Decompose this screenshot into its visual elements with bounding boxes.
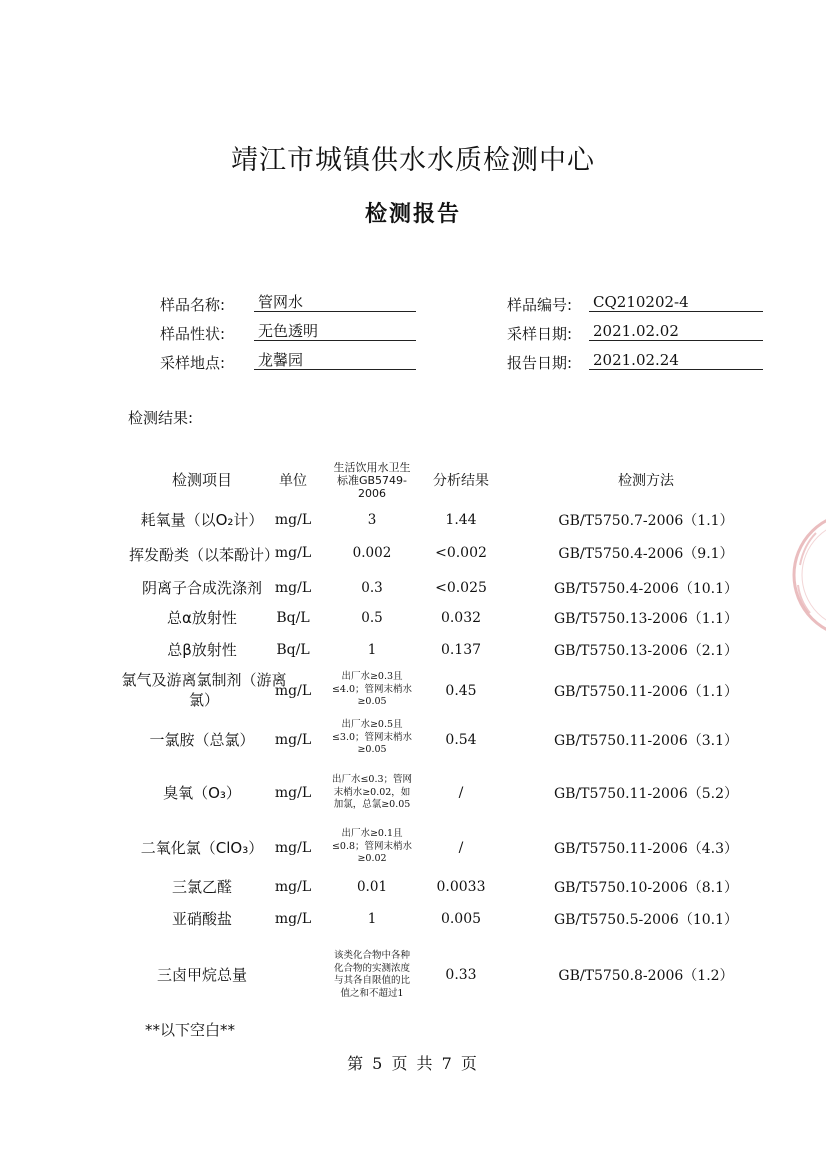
row-standard: 0.002 <box>352 545 392 561</box>
row-item: 一氯胺（总氯） <box>149 731 255 749</box>
row-item: 三卤甲烷总量 <box>156 966 247 984</box>
row-method: GB/T5750.13-2006（1.1） <box>553 611 739 627</box>
results-section-label: 检测结果: <box>128 409 194 427</box>
row-result: 0.0033 <box>436 879 486 895</box>
sampling-location-value: 龙馨园 <box>254 350 416 370</box>
report-date-value: 2021.02.24 <box>589 350 763 370</box>
row-result: / <box>458 840 464 856</box>
sampling-location-label: 采样地点: <box>160 354 226 372</box>
row-unit: mg/L <box>274 683 312 699</box>
row-item: 总β放射性 <box>167 641 237 659</box>
row-result: <0.025 <box>435 580 487 596</box>
sample-number-value: CQ210202-4 <box>589 292 763 312</box>
sample-number-label: 样品编号: <box>507 296 573 314</box>
row-result: 0.137 <box>440 642 482 658</box>
sampling-date-label: 采样日期: <box>507 325 573 343</box>
row-standard: 出厂水≤0.3；管网末梢水≥0.02，如加氯，总氯≥0.05 <box>331 774 413 811</box>
header-result: 分析结果 <box>433 473 489 489</box>
row-standard: 3 <box>367 512 377 528</box>
row-result: 0.54 <box>445 732 477 748</box>
row-item: 二氧化氯（ClO₃） <box>140 839 264 857</box>
row-unit: mg/L <box>274 580 312 596</box>
organization-title: 靖江市城镇供水水质检测中心 <box>231 145 595 176</box>
row-method: GB/T5750.5-2006（10.1） <box>553 912 739 928</box>
row-unit: mg/L <box>274 732 312 748</box>
row-standard: 出厂水≥0.3且≤4.0；管网末梢水≥0.05 <box>331 671 413 708</box>
header-standard: 生活饮用水卫生标准GB5749-2006 <box>333 460 411 500</box>
row-result: 0.45 <box>445 683 477 699</box>
sample-appearance-label: 样品性状: <box>160 325 226 343</box>
row-standard: 该类化合物中各种化合物的实测浓度与其各自限值的比值之和不超过1 <box>333 950 410 999</box>
row-method: GB/T5750.13-2006（2.1） <box>553 643 739 659</box>
row-standard: 0.5 <box>361 610 383 626</box>
sample-name-value: 管网水 <box>254 292 416 312</box>
row-standard: 出厂水≥0.1且≤0.8；管网末梢水≥0.02 <box>331 828 413 865</box>
sample-appearance-value: 无色透明 <box>254 321 416 341</box>
row-item: 三氯乙醛 <box>171 878 232 896</box>
row-standard: 1 <box>367 642 377 658</box>
row-item: 臭氧（O₃） <box>163 784 241 802</box>
row-method: GB/T5750.4-2006（9.1） <box>558 546 734 562</box>
row-unit: mg/L <box>274 879 312 895</box>
page-number: 第 5 页 共 7 页 <box>347 1054 479 1073</box>
row-result: 0.032 <box>440 610 482 626</box>
row-method: GB/T5750.7-2006（1.1） <box>558 513 734 529</box>
row-standard: 0.01 <box>356 879 388 895</box>
report-title: 检测报告 <box>364 202 461 227</box>
row-unit: mg/L <box>274 785 312 801</box>
header-unit: 单位 <box>279 473 307 489</box>
row-method: GB/T5750.11-2006（3.1） <box>553 733 739 749</box>
row-result: 1.44 <box>445 512 477 528</box>
row-method: GB/T5750.4-2006（10.1） <box>553 581 739 597</box>
row-standard: 出厂水≥0.5且≤3.0；管网末梢水≥0.05 <box>331 719 413 756</box>
row-method: GB/T5750.10-2006（8.1） <box>553 880 739 896</box>
row-unit: mg/L <box>274 840 312 856</box>
row-item: 阴离子合成洗涤剂 <box>141 579 262 597</box>
row-item: 耗氧量（以O₂计） <box>140 511 264 529</box>
sampling-date-value: 2021.02.02 <box>589 321 763 341</box>
row-unit: mg/L <box>274 545 312 561</box>
row-result: 0.005 <box>440 911 482 927</box>
row-item: 总α放射性 <box>167 609 237 627</box>
stamp-fragment-icon <box>786 505 826 645</box>
header-item: 检测项目 <box>171 471 232 489</box>
header-method: 检测方法 <box>618 473 674 489</box>
row-item: 亚硝酸盐 <box>171 910 232 928</box>
row-result: / <box>458 785 464 801</box>
row-standard: 0.3 <box>361 580 383 596</box>
row-standard: 1 <box>367 911 377 927</box>
row-item: 氯气及游离氯制剂（游离氯） <box>121 671 287 709</box>
end-of-content-note: **以下空白** <box>145 1021 236 1039</box>
row-unit: Bq/L <box>276 642 310 658</box>
row-result: 0.33 <box>445 967 477 983</box>
row-result: <0.002 <box>435 545 487 561</box>
row-unit: mg/L <box>274 512 312 528</box>
row-unit: mg/L <box>274 911 312 927</box>
row-method: GB/T5750.11-2006（4.3） <box>553 841 739 857</box>
row-method: GB/T5750.11-2006（5.2） <box>553 786 739 802</box>
row-unit: Bq/L <box>276 610 310 626</box>
row-method: GB/T5750.11-2006（1.1） <box>553 684 739 700</box>
row-unit <box>268 963 318 987</box>
sample-name-label: 样品名称: <box>160 296 226 314</box>
row-method: GB/T5750.8-2006（1.2） <box>558 968 734 984</box>
row-item: 挥发酚类（以苯酚计） <box>128 546 279 564</box>
report-date-label: 报告日期: <box>507 354 573 372</box>
